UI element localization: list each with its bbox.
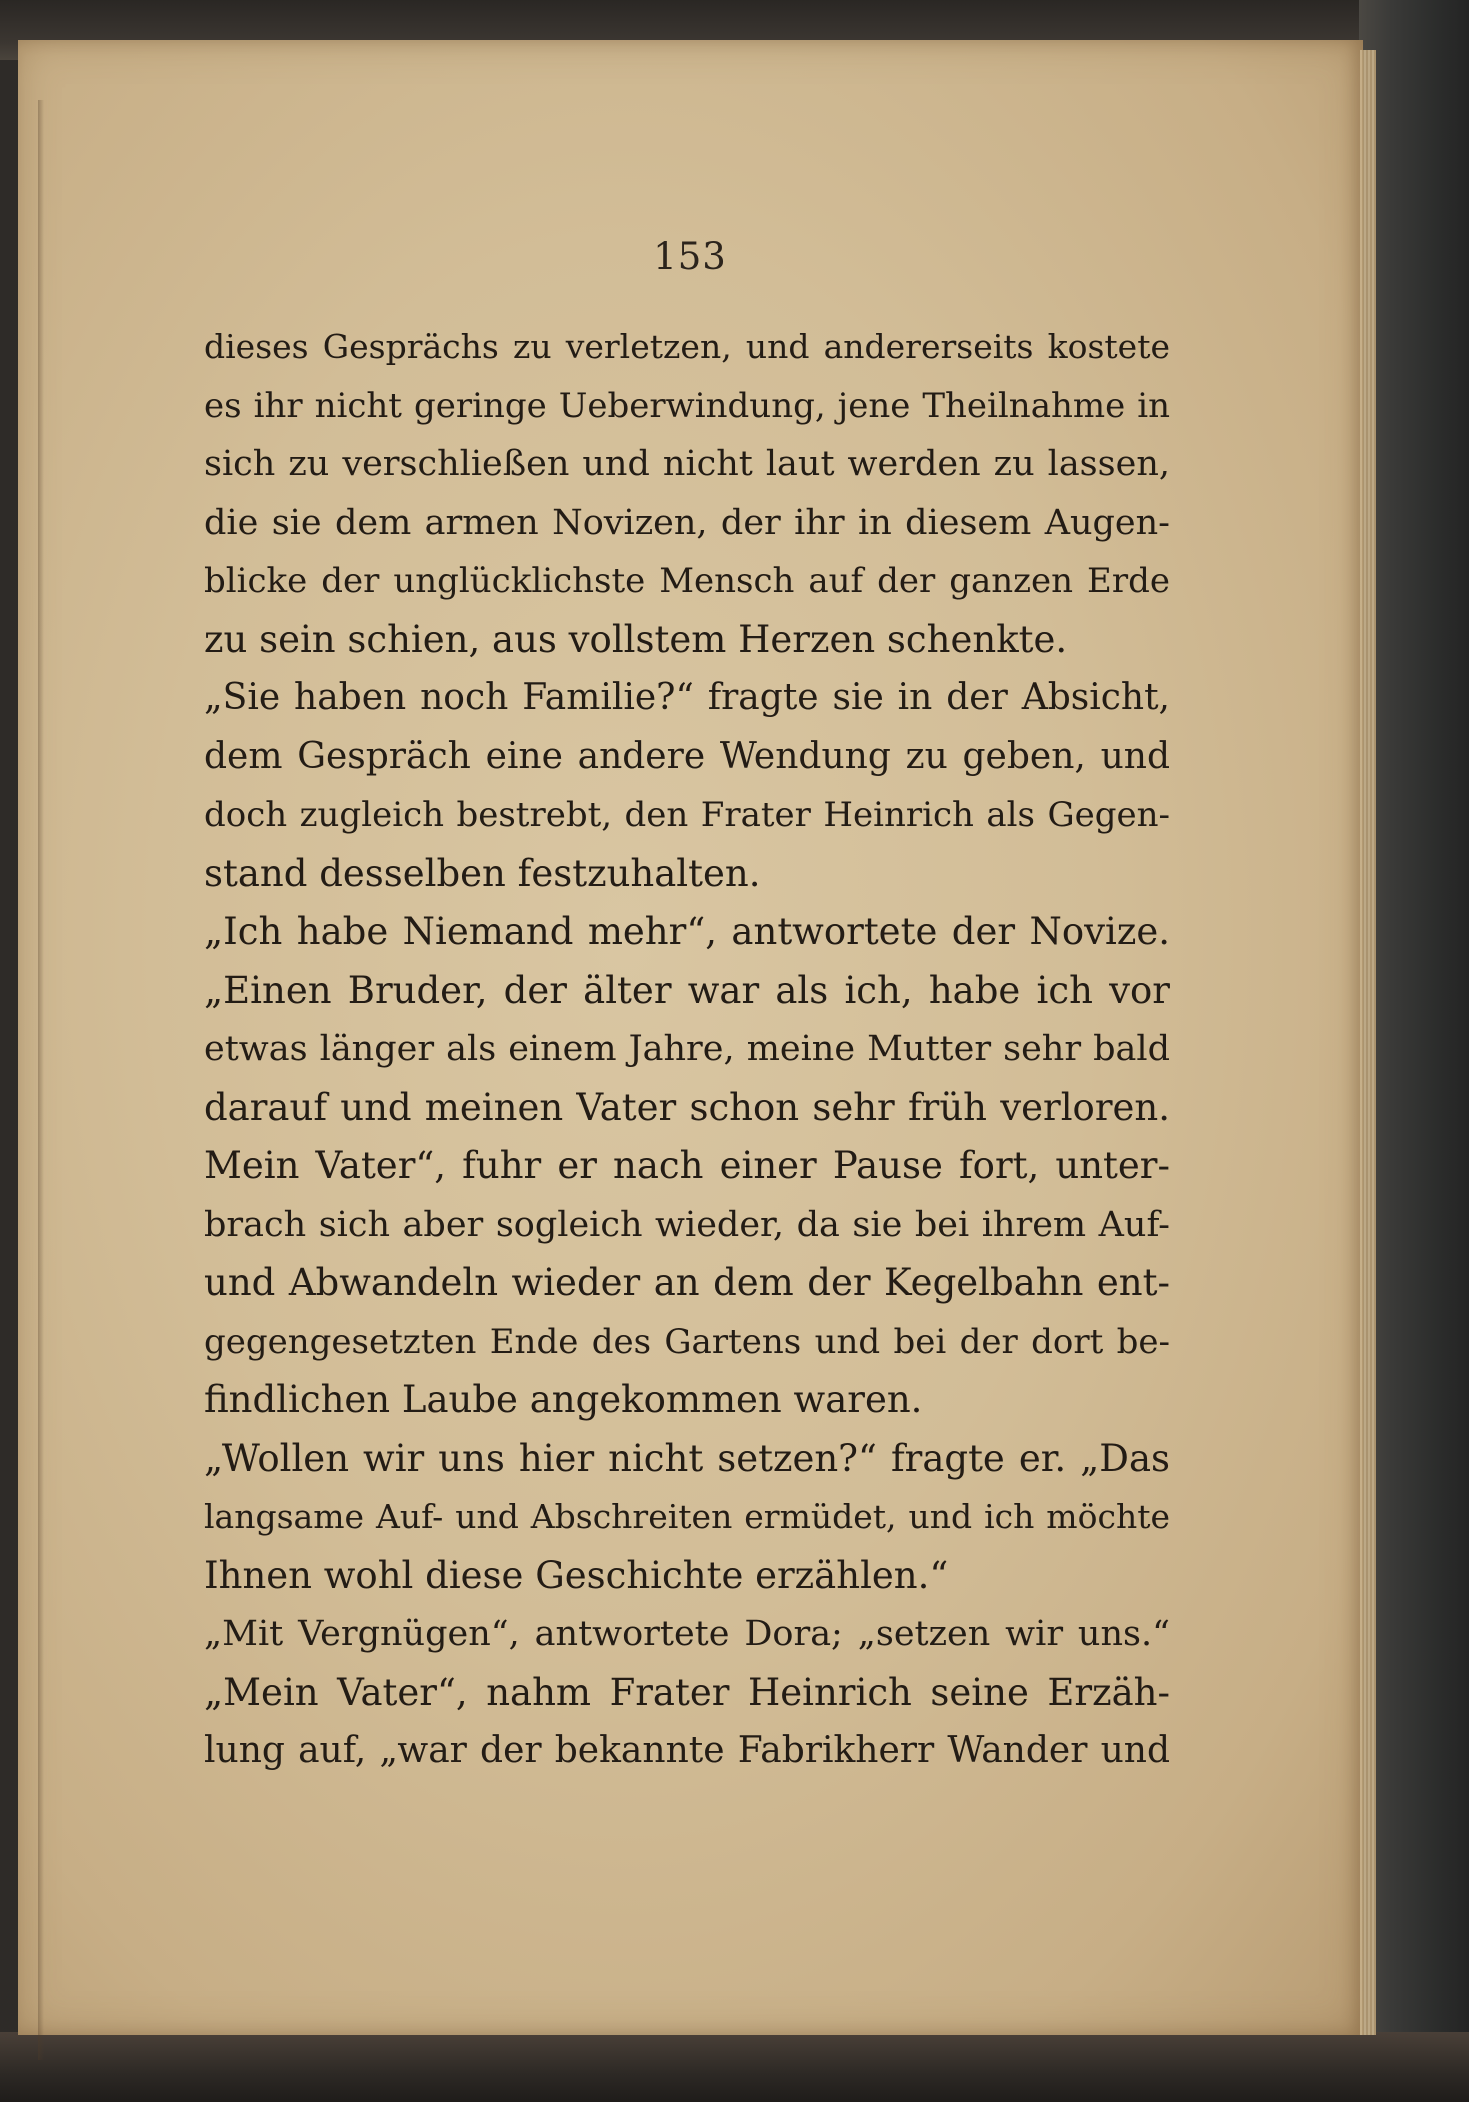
page-text xyxy=(204,318,1170,1781)
text-line: sich zu verschließen und nicht laut werden zu lassen, xyxy=(204,444,1170,484)
text-line: „Einen Bruder, der älter war als ich, habe ich vor xyxy=(204,968,1170,1012)
text-line: „Mit Vergnügen“, antwortete Dora; „setzen wir uns.“ xyxy=(204,1614,1170,1654)
text-line: blicke der unglücklichste Mensch auf der ganzen Erde xyxy=(204,561,1170,601)
text-line: und Abwandeln wieder an dem der Kegelbahn ent- xyxy=(204,1261,1170,1304)
text-line: „Ich habe Niemand mehr“, antwortete der Novize. xyxy=(204,910,1170,953)
text-line: „Wollen wir uns hier nicht setzen?“ fragte er. „Das xyxy=(204,1436,1170,1480)
text-line: langsame Auf- und Abschreiten ermüdet, und ich möchte xyxy=(204,1497,1170,1536)
text-line: lung auf, „war der bekannte Fabrikherr Wander und xyxy=(204,1730,1170,1771)
text-line: darauf und meinen Vater schon sehr früh verloren. xyxy=(204,1085,1170,1129)
text-line: gegengesetzten Ende des Gartens und bei der dort be- xyxy=(204,1321,1170,1362)
text-line: die sie dem armen Novizen, der ihr in diesem Augen- xyxy=(204,502,1170,543)
text-line: etwas länger als einem Jahre, meine Mutter sehr bald xyxy=(204,1029,1170,1069)
text-line: dem Gespräch eine andere Wendung zu geben, und xyxy=(204,735,1170,777)
book-cover-bottom xyxy=(0,2032,1469,2102)
text-line: zu sein schien, aus vollstem Herzen schenkte. xyxy=(204,617,1068,661)
page-edges xyxy=(1360,50,1376,2035)
text-line: findlichen Laube angekommen waren. xyxy=(204,1378,923,1421)
text-line: „Sie haben noch Familie?“ fragte sie in der Absicht, xyxy=(204,677,1170,718)
text-line: stand desselben festzuhalten. xyxy=(204,851,761,895)
text-line: Ihnen wohl diese Geschichte erzählen.“ xyxy=(204,1553,949,1597)
text-line: es ihr nicht geringe Ueberwindung, jene Theilnahme in xyxy=(204,385,1170,426)
text-line: „Mein Vater“, nahm Frater Heinrich seine Erzäh- xyxy=(204,1670,1170,1714)
text-line: dieses Gesprächs zu verletzen, und andererseits kostete xyxy=(204,327,1170,366)
text-line: Mein Vater“, fuhr er nach einer Pause fort, unter- xyxy=(204,1144,1170,1187)
text-line: doch zugleich bestrebt, den Frater Heinrich als Gegen- xyxy=(204,795,1170,835)
text-line: brach sich aber sogleich wieder, da sie bei ihrem Auf- xyxy=(204,1204,1170,1245)
page-gutter-shadow xyxy=(38,100,44,2060)
page-number: 153 xyxy=(653,235,727,278)
